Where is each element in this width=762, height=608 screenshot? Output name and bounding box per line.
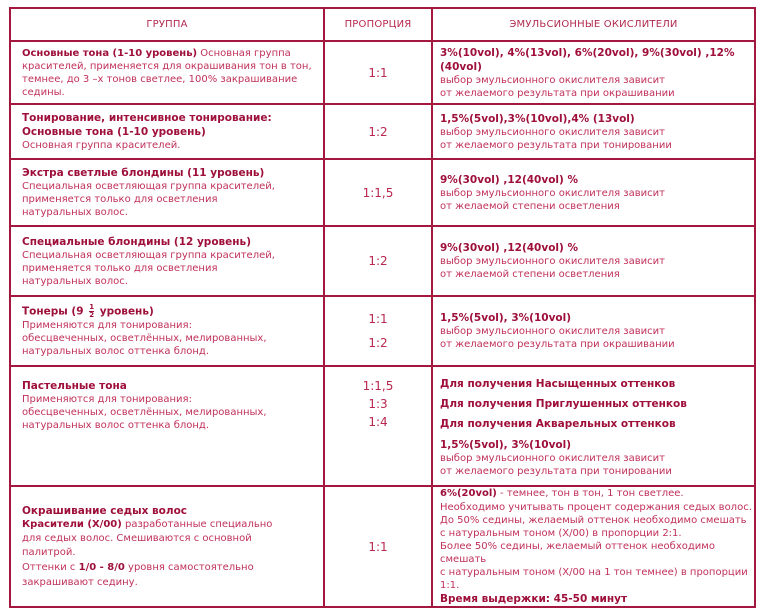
proportion: 1:1 — [368, 65, 388, 80]
header-proportion: ПРОПОРЦИЯ — [324, 8, 432, 41]
oxidant-desc: Необходимо учитывать процент содержания седых волос. — [440, 502, 752, 513]
coloring-table — [9, 7, 756, 608]
oxidant-title: 3%(10vol), 4%(13vol), 6%(20vol), 9%(30vol) ,12%(40vol) — [440, 46, 735, 73]
oxidant-desc: с натуральным тоном (X/00) в пропорции 2:1. — [440, 528, 682, 539]
oxidant-title: 9%(30vol) ,12(40vol) % — [440, 173, 578, 186]
oxidant-desc: выбор эмульсионного окислителя зависит — [440, 126, 665, 138]
oxidant-desc: от желаемой степени осветления — [440, 269, 620, 280]
group-desc: Основная группа красителей. — [22, 140, 181, 151]
oxidant-title: 1,5%(5vol),3%(10vol),4% (13vol) — [440, 112, 635, 125]
group-subtitle: Красители (X/00) — [22, 518, 122, 530]
table-row — [10, 296, 755, 366]
proportion: 1:2 — [368, 254, 388, 268]
table-row — [10, 486, 755, 607]
oxidant-title: 1,5%(5vol), 3%(10vol) — [440, 439, 572, 451]
proportion: 1:1,5 — [362, 185, 394, 200]
oxidant-desc: от желаемого результата при тонировании — [440, 139, 672, 151]
oxidant-desc: выбор эмульсионного окислителя зависит — [440, 326, 665, 337]
table-row — [10, 104, 755, 159]
proportion: 1:1 — [368, 312, 388, 326]
group-desc: Применяются для тонирования: обесцвеченных, осветлённых, мелированных, натуральных волос оттенка блонд. — [22, 320, 267, 357]
group-desc-2: Оттенки с 1/0 - 8/0 уровня самостоятельно закрашивают седину. — [22, 561, 254, 588]
oxidant-title: 1,5%(5vol), 3%(10vol) — [440, 312, 572, 324]
group-desc: Специальная осветляющая группа красителей, применяется только для осветления натуральных волос. — [22, 181, 275, 218]
oxidant-title: 9%(30vol) ,12(40vol) % — [440, 242, 578, 254]
oxidant-heading: Для получения Акварельных оттенков — [440, 418, 676, 430]
group-title: Окрашивание седых волос — [22, 504, 188, 517]
table-row — [10, 41, 755, 104]
header-group: ГРУППА — [10, 8, 324, 41]
oxidant-title-rest: - темнее, тон в тон, 1 тон светлее. — [496, 488, 684, 499]
table-row — [10, 366, 755, 486]
oxidant-desc: До 50% седины, желаемый оттенок необходимо смешать — [440, 515, 747, 526]
group-title: Экстра светлые блондины (11 уровень) — [22, 167, 265, 179]
exposure-time: Время выдержки: 45-50 минут — [440, 593, 628, 605]
table-row — [10, 159, 755, 226]
oxidant-heading: Для получения Насыщенных оттенков — [440, 378, 676, 390]
oxidant-desc: от желаемого результата при окрашивании — [440, 339, 675, 350]
group-title: Тонеры (9 $\frac{1}{2}$ уровень) — [22, 303, 154, 319]
proportion: 1:3 — [368, 397, 388, 411]
group-desc: разработанные специально для седых волос. Смешиваются с основной палитрой. — [22, 518, 273, 558]
fraction: $\frac{1}{2}$ — [89, 303, 95, 319]
proportion: 1:1,5 — [362, 379, 394, 393]
group-desc: Специальная осветляющая группа красителей, применяется только для осветления натуральных волос. — [22, 249, 275, 287]
oxidant-desc: выбор эмульсионного окислителя зависит — [440, 453, 665, 464]
oxidant-desc: выбор эмульсионного окислителя зависит — [440, 74, 665, 86]
group-title: Специальные блондины (12 уровень) — [22, 235, 251, 248]
group-title: Основные тона (1-10 уровень) — [22, 47, 198, 59]
oxidant-desc: Более 50% седины, желаемый оттенок необходимо смешать — [440, 541, 715, 565]
proportion: 1:2 — [368, 336, 388, 350]
oxidant-title: 6%(20vol) — [440, 488, 497, 499]
header-oxidants: ЭМУЛЬСИОННЫЕ ОКИСЛИТЕЛИ — [432, 8, 755, 41]
oxidant-desc: от желаемой степени осветления — [440, 200, 620, 212]
oxidant-desc: от желаемого результата при тонировании — [440, 466, 672, 477]
oxidant-heading: Для получения Приглушенных оттенков — [440, 398, 687, 410]
group-title: Пастельные тона — [22, 380, 127, 392]
group-desc: Основная группа красителей, применяется для окрашивания тон в тон, темнее, до 3 –х тонов светлее, 100% закрашивание седины. — [22, 47, 312, 98]
group-desc: Применяются для тонирования: обесцвеченных, осветлённых, мелированных, натуральных волос оттенка блонд. — [22, 394, 267, 431]
proportion: 1:4 — [368, 415, 388, 429]
oxidant-desc: выбор эмульсионного окислителя зависит — [440, 187, 665, 199]
oxidant-desc: с натуральным тоном (X/00 на 1 тон темнее) в пропорции 1:1. — [440, 567, 748, 591]
proportion: 1:2 — [368, 124, 388, 139]
group-subtitle: Основные тона (1-10 уровень) — [22, 126, 206, 138]
oxidant-desc: от желаемого результата при окрашивании — [440, 87, 675, 99]
group-title: Тонирование, интенсивное тонирование: — [22, 112, 272, 124]
table-row — [10, 226, 755, 296]
oxidant-desc: выбор эмульсионного окислителя зависит — [440, 256, 665, 267]
proportion: 1:1 — [368, 539, 388, 554]
table-header — [10, 8, 755, 41]
